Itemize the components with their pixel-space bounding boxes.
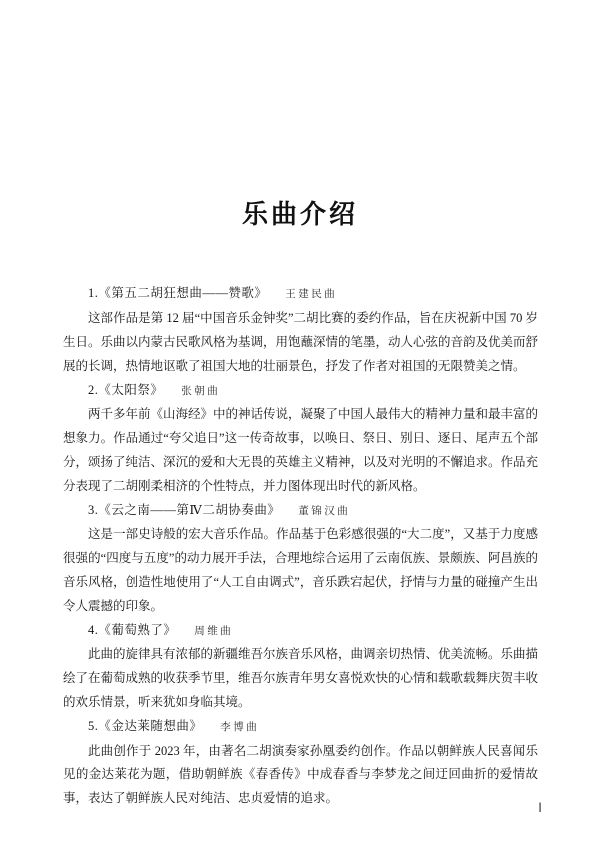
composer-name: 王建民曲 (285, 289, 338, 301)
composer-name: 董锦汉曲 (298, 505, 351, 517)
entry-section-3 (63, 499, 538, 619)
piece-title: 1.《第五二胡狂想曲——赞歌》 (88, 286, 268, 301)
composer-name: 张朝曲 (181, 385, 221, 397)
entry-section-4 (63, 619, 538, 715)
entry-description: 此曲的旋律具有浓郁的新疆维吾尔族音乐风格，曲调亲切热情、优美流畅。乐曲描绘了在葡萄成熟的收获季节里，维吾尔族青年男女喜悦欢快的心情和载歌载舞庆贺丰收的欢乐情景，听来犹如身临其境。 (63, 647, 539, 709)
entries-list (63, 282, 538, 811)
entry-description: 这是一部史诗般的宏大音乐作品。作品基于色彩感很强的“大二度”，又基于力度感很强的“四度与五度”的动力展开手法，合理地综合运用了云南佤族、景颇族、阿昌族的音乐风格，创造性地使用了“人工自由调式”，音乐跌宕起伏，抒情与力量的碰撞产生出令人震撼的印象。 (63, 527, 538, 613)
entry-heading (63, 282, 538, 307)
entry-section-5 (63, 715, 538, 811)
entry-heading (63, 715, 538, 740)
piece-title: 3.《云之南——第Ⅳ二胡协奏曲》 (88, 502, 281, 517)
piece-title: 2.《太阳祭》 (88, 382, 164, 397)
entry-section-1 (63, 282, 538, 378)
composer-name: 李博曲 (220, 721, 260, 733)
entry-description: 此曲创作于 2023 年，由著名二胡演奏家孙凰委约创作。作品以朝鲜族人民喜闻乐见的金达莱花为题，借助朝鲜族《春香传》中成春香与李梦龙之间迂回曲折的爱情故事，表达了朝鲜族人民对纯洁、忠贞爱情的追求。 (63, 743, 538, 806)
page-title: 乐曲介绍 (241, 200, 358, 230)
entry-heading (63, 499, 538, 524)
entry-heading (63, 379, 538, 404)
entry-description: 两千多年前《山海经》中的神话传说，凝聚了中国人最伟大的精神力量和最丰富的想象力。作品通过“夸父追日”这一传奇故事，以唤日、祭日、别日、逐日、尾声五个部分，颂扬了纯洁、深沉的爱和大无畏的英雄主义精神，以及对光明的不懈追求。作品充分表现了二胡刚柔相济的个性特点，并力图体现出时代的新风格。 (63, 407, 539, 493)
composer-name: 周维曲 (194, 625, 234, 637)
page-number: I (538, 799, 542, 815)
entry-description: 这部作品是第 12 届“中国音乐金钟奖”二胡比赛的委约作品，旨在庆祝新中国 70 岁生日。乐曲以内蒙古民歌风格为基调，用饱蘸深情的笔墨，动人心弦的音韵及优美而舒展的长调，热情地讴歌了祖国大地的壮丽景色，抒发了作者对祖国的无限赞美之情。 (63, 311, 539, 373)
piece-title: 5.《金达莱随想曲》 (88, 718, 203, 733)
entry-heading (63, 619, 538, 644)
piece-title: 4.《葡萄熟了》 (88, 622, 177, 637)
entry-section-2 (63, 379, 538, 499)
